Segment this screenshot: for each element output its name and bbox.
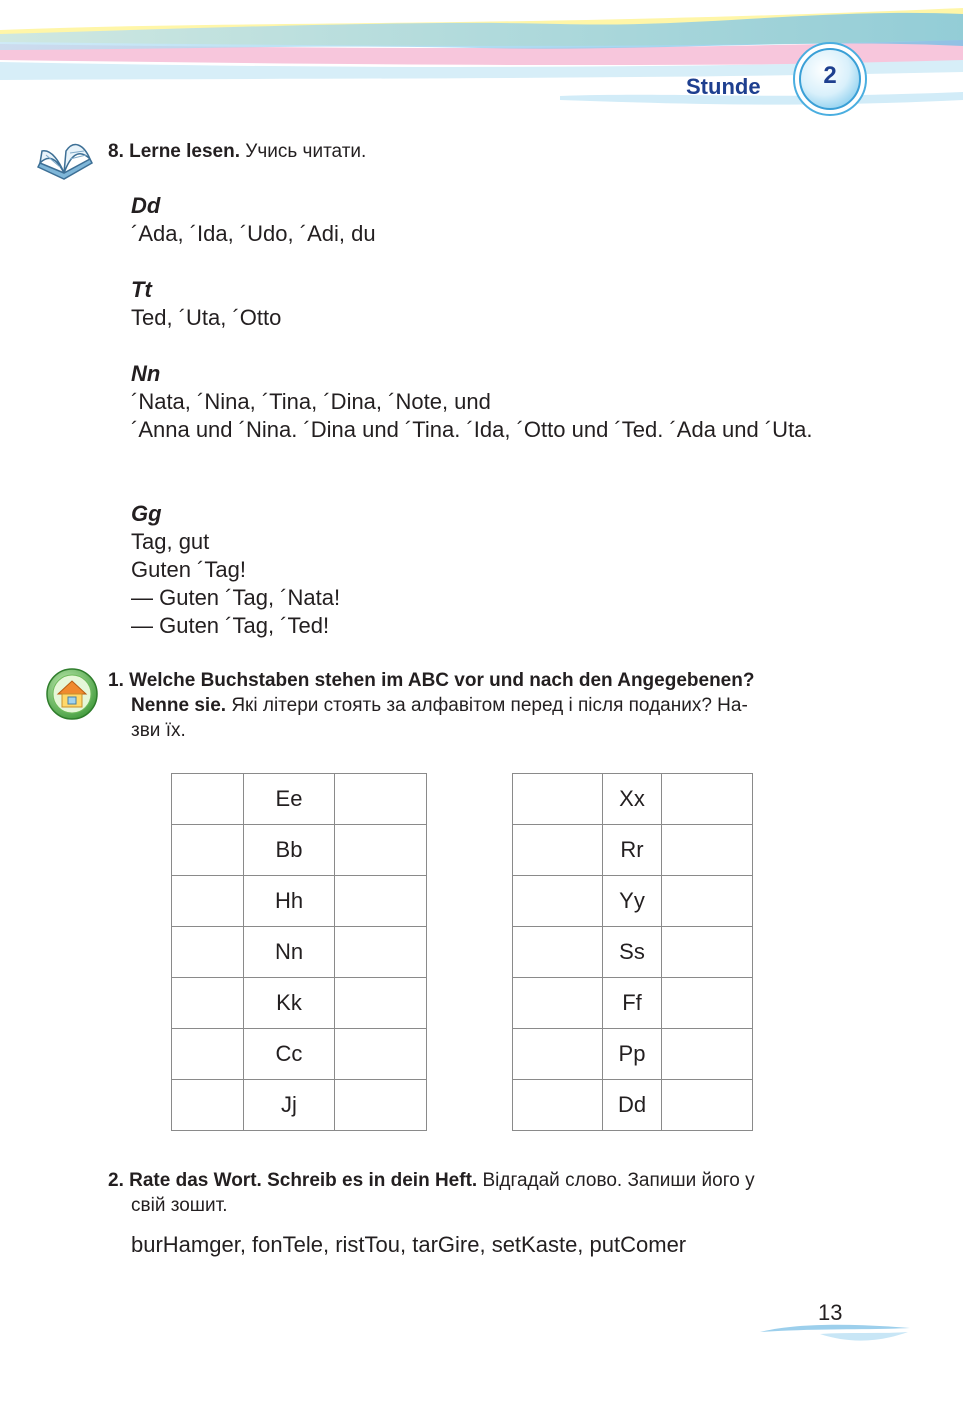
after-letter-cell[interactable] xyxy=(662,825,753,876)
before-letter-cell[interactable] xyxy=(513,876,603,927)
after-letter-cell[interactable] xyxy=(662,978,753,1029)
after-letter-cell[interactable] xyxy=(335,927,427,978)
reading-line: Ted, ´Uta, ´Otto xyxy=(131,305,282,330)
before-letter-cell[interactable] xyxy=(513,1080,603,1131)
table-row xyxy=(513,1080,753,1131)
table-row xyxy=(513,927,753,978)
table-row xyxy=(172,774,427,825)
lesson-number: 2 xyxy=(823,62,837,89)
after-letter-cell[interactable] xyxy=(335,1029,427,1080)
after-letter-cell[interactable] xyxy=(662,1029,753,1080)
after-letter-cell[interactable] xyxy=(335,876,427,927)
before-letter-cell[interactable] xyxy=(172,978,244,1029)
given-letter-cell: Xx xyxy=(603,774,662,825)
given-letter-cell: Dd xyxy=(603,1080,662,1131)
task-8-translation: Учись читати. xyxy=(245,141,367,162)
table-row xyxy=(172,825,427,876)
before-letter-cell[interactable] xyxy=(172,876,244,927)
lesson-label: Stunde xyxy=(686,74,761,99)
dialogue-line: — Guten ´Tag, ´Ted! xyxy=(131,613,330,638)
letter-heading: Tt xyxy=(131,277,152,302)
task-8-title: 8. Lerne lesen. xyxy=(108,141,241,162)
letter-heading: Nn xyxy=(131,361,161,386)
reading-paragraph: ´Anna und ´Nina. ´Dina und ´Tina. ´Ida, ´Otto und ´Ted. ´Ada und ´Uta. xyxy=(131,417,813,442)
given-letter-cell: Jj xyxy=(244,1080,335,1131)
before-letter-cell[interactable] xyxy=(172,1029,244,1080)
page-number: 13 xyxy=(818,1300,843,1325)
given-letter-cell: Kk xyxy=(244,978,335,1029)
after-letter-cell[interactable] xyxy=(662,774,753,825)
dialogue-line: — Guten ´Tag, ´Nata! xyxy=(131,585,341,610)
reading-line: ´Ada, ´Ida, ´Udo, ´Adi, du xyxy=(131,221,376,246)
task-2-translation-continued: свій зошит. xyxy=(131,1195,228,1216)
reading-line: Tag, gut xyxy=(131,529,210,554)
after-letter-cell[interactable] xyxy=(662,876,753,927)
house-icon xyxy=(46,668,98,720)
given-letter-cell: Ff xyxy=(603,978,662,1029)
before-letter-cell[interactable] xyxy=(172,825,244,876)
before-letter-cell[interactable] xyxy=(172,927,244,978)
task-2-heading xyxy=(108,1168,845,1193)
letter-heading: Gg xyxy=(131,501,162,526)
after-letter-cell[interactable] xyxy=(662,927,753,978)
after-letter-cell[interactable] xyxy=(335,1080,427,1131)
after-letter-cell[interactable] xyxy=(662,1080,753,1131)
table-row xyxy=(513,825,753,876)
given-letter-cell: Ss xyxy=(603,927,662,978)
table-row xyxy=(513,978,753,1029)
before-letter-cell[interactable] xyxy=(513,1029,603,1080)
before-letter-cell[interactable] xyxy=(172,1080,244,1131)
given-letter-cell: Hh xyxy=(244,876,335,927)
given-letter-cell: Cc xyxy=(244,1029,335,1080)
footer-decoration xyxy=(760,1322,910,1348)
scrambled-words: burHamger, fonTele, ristTou, tarGire, setKaste, putComer xyxy=(131,1232,687,1257)
before-letter-cell[interactable] xyxy=(513,978,603,1029)
letter-heading: Dd xyxy=(131,193,161,218)
table-row xyxy=(172,876,427,927)
task-8-heading xyxy=(108,139,366,164)
given-letter-cell: Bb xyxy=(244,825,335,876)
given-letter-cell: Ee xyxy=(244,774,335,825)
after-letter-cell[interactable] xyxy=(335,825,427,876)
table-row xyxy=(172,927,427,978)
task-1-translation-continued: зви їх. xyxy=(131,720,186,741)
task-2-translation: Відгадай слово. Запиши його у xyxy=(482,1170,755,1191)
table-row xyxy=(172,1029,427,1080)
alphabet-table-right xyxy=(512,773,753,1131)
task-1-title: 1. Welche Buchstaben stehen im ABC vor und nach den Angegebenen? xyxy=(108,670,755,691)
before-letter-cell[interactable] xyxy=(513,927,603,978)
reading-line: Guten ´Tag! xyxy=(131,557,246,582)
alphabet-table-left xyxy=(171,773,427,1131)
task-2-title: 2. Rate das Wort. Schreib es in dein Heft. xyxy=(108,1170,478,1191)
before-letter-cell[interactable] xyxy=(513,774,603,825)
table-row xyxy=(513,876,753,927)
after-letter-cell[interactable] xyxy=(335,774,427,825)
task-1-title-continued: Nenne sie. xyxy=(131,695,227,716)
given-letter-cell: Pp xyxy=(603,1029,662,1080)
table-row xyxy=(513,1029,753,1080)
task-1-translation: Які літери стоять за алфавітом перед і після поданих? На- xyxy=(231,695,748,716)
task-1-subheading xyxy=(131,693,845,718)
after-letter-cell[interactable] xyxy=(335,978,427,1029)
table-row xyxy=(513,774,753,825)
before-letter-cell[interactable] xyxy=(172,774,244,825)
table-row xyxy=(172,978,427,1029)
table-row xyxy=(172,1080,427,1131)
given-letter-cell: Nn xyxy=(244,927,335,978)
given-letter-cell: Rr xyxy=(603,825,662,876)
before-letter-cell[interactable] xyxy=(513,825,603,876)
given-letter-cell: Yy xyxy=(603,876,662,927)
task-1-heading xyxy=(108,668,845,693)
open-book-icon xyxy=(34,133,96,185)
reading-line: ´Nata, ´Nina, ´Tina, ´Dina, ´Note, und xyxy=(131,389,491,414)
